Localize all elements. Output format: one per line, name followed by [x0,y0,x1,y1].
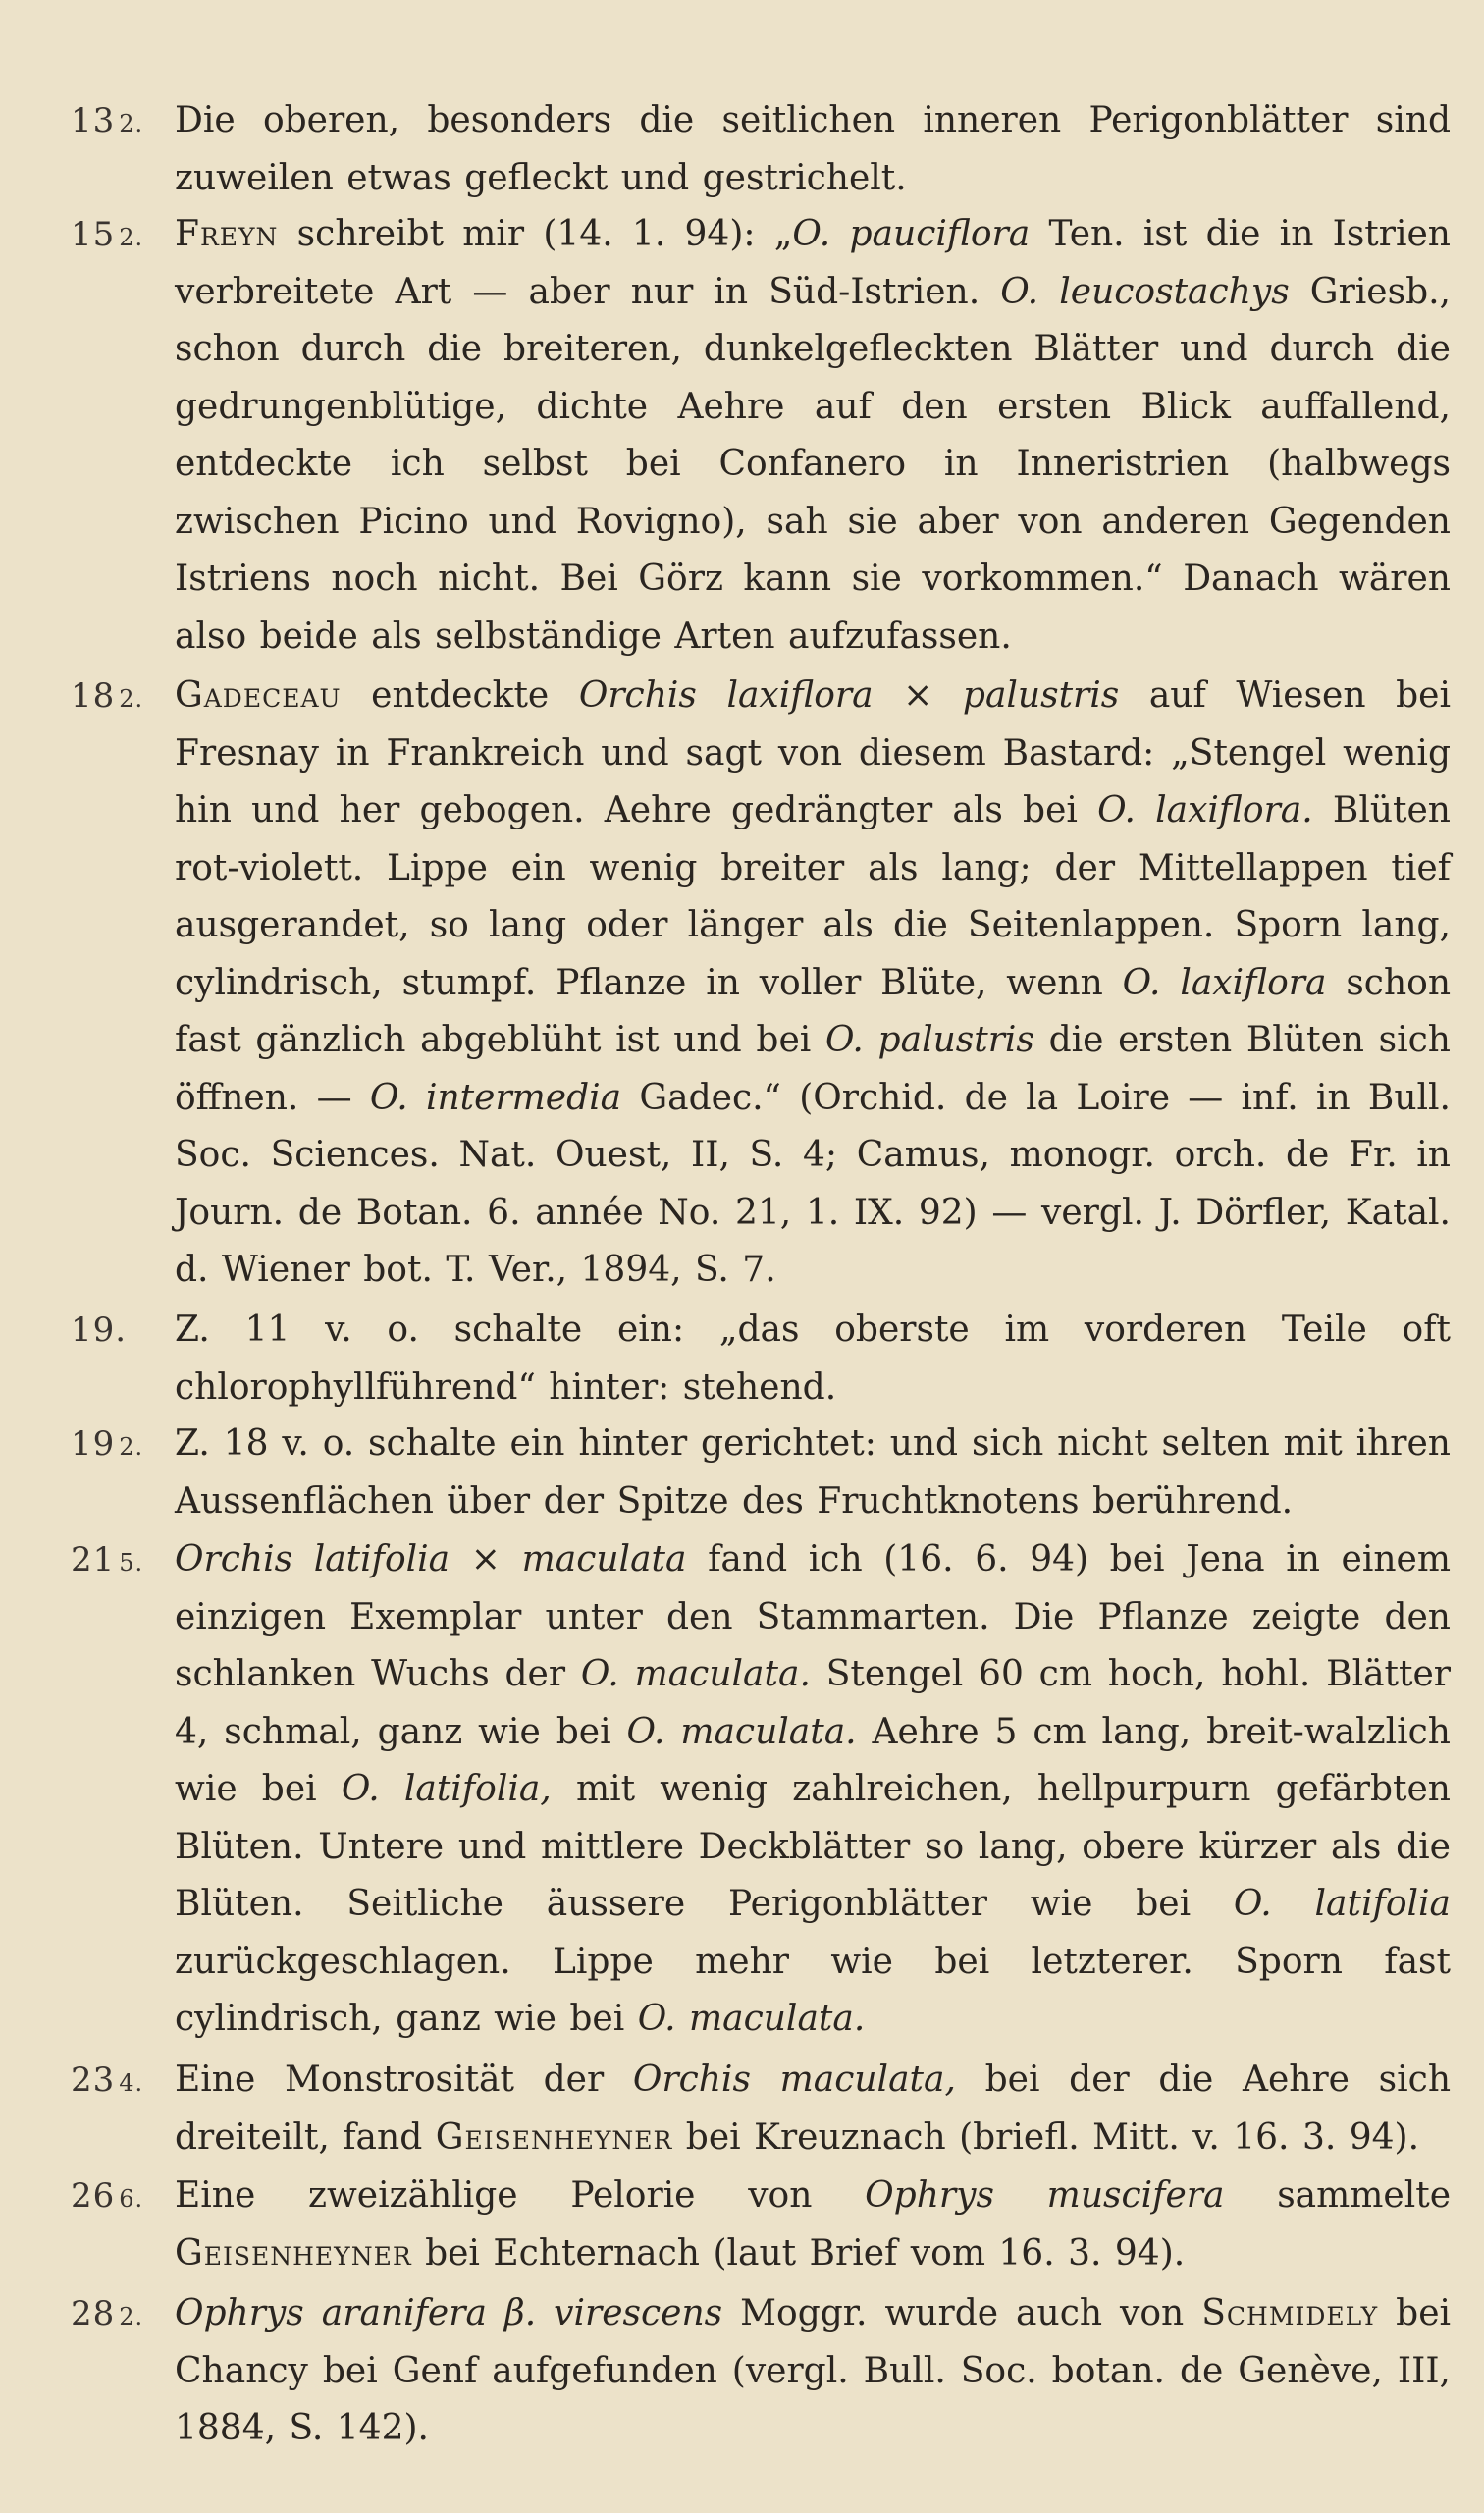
taxon-name: O. laxiflora. [1097,790,1313,830]
entry-text [175,206,1451,666]
taxon-name: O. leucostachys [1000,271,1290,312]
text-run: mit wenig zahlreichen, hellpurpurn gefärbten Blüten. Untere und mittlere Deckblätter so lang, obere kürzer als die Blüten. Seitliche äussere Perigonblätter wie bei [175,1769,1451,1924]
page-line-ref: 13 2. [71,101,144,140]
taxon-name: O. latifolia, [341,1769,552,1809]
text-run: Die oberen, besonders die seitlichen inneren Perigonblätter sind zuweilen etwas gefleckt und gestrichelt. [175,100,1451,198]
text-run: bei der die Aehre sich dreiteilt, fand [175,2059,1452,2158]
entry-text [175,2167,1451,2282]
entry-text [175,668,1451,1300]
text-run: Eine Monstrosität der [175,2059,633,2100]
taxon-name: Ophrys aranifera [175,2293,487,2333]
text-run: Griesb., schon durch die breiteren, dunkelgefleckten Blätter und durch die gedrungenblütige, dichte Aehre auf den ersten Blick auffallend, entdeckte ich selbst bei Confanero in Inneristrien (halbwegs zwischen Picino und Rovigno), sah sie aber von anderen Gegenden Istriens noch nicht. Bei Görz kann sie vorkommen.“ Danach wären also beide als selbständige Arten aufzufassen. [175,271,1451,657]
entry-text [175,2285,1451,2458]
taxon-name: Orchis latifolia [175,1539,450,1579]
text-run: zurückgeschlagen. Lippe mehr wie bei letzterer. Sporn fast cylindrisch, ganz wie bei [175,1941,1451,2039]
text-run: entdeckte [341,675,579,716]
taxon-name: O. palustris [825,1020,1034,1060]
text-run: Gadec.“ (Orchid. de la Loire — inf. in Bull. Soc. Sciences. Nat. Ouest, II, S. 4; Camus, monogr. orch. de Fr. in Journ. de Botan. 6. année No. 21, 1. IX. 92) — vergl. J. Dörfler, Katal. d. Wiener bot. T. Ver., 1894, S. 7. [175,1077,1451,1290]
taxon-name: β. virescens [504,2293,723,2333]
text-run: auf Wiesen bei Fresnay in Frankreich und sagt von diesem Bastard: „Stengel wenig hin und her gebogen. Aehre gedrängter als bei [175,675,1451,830]
taxon-name: O. intermedia [369,1077,622,1118]
text-run: × [450,1539,522,1579]
person-name: Schmidely [1201,2293,1379,2333]
person-name: Freyn [175,214,279,254]
text-run: schon fast gänzlich abgeblüht ist und bei [175,962,1451,1060]
taxon-name: O. pauciflora [792,214,1031,254]
page-line-ref: 19 2. [71,1424,144,1464]
text-run: Blüten rot-violett. Lippe ein wenig breiter als lang; der Mittellappen tief ausgerandet, so lang oder länger als die Seitenlappen. Sporn lang, cylindrisch, stumpf. Pflanze in voller Blüte, wenn [175,790,1451,1003]
entry-text [175,92,1451,207]
page-line-ref: 15 2. [71,215,144,254]
person-name: Gadeceau [175,675,342,716]
page-line-ref: 18 2. [71,676,144,716]
text-run: Z. 11 v. o. schalte ein: „das oberste im vorderen Teile oft chlorophyllführend“ hinter: stehend. [175,1310,1451,1408]
entry-text [175,1302,1451,1417]
text-run: bei Chancy bei Genf aufgefunden (vergl. Bull. Soc. botan. de Genève, III, 1884, S. 142). [175,2293,1452,2448]
page-line-ref: 26 6. [71,2176,144,2216]
page-line-ref: 28 2. [71,2294,144,2333]
text-run [487,2293,504,2333]
taxon-name: Ophrys muscifera [865,2175,1225,2216]
taxon-name: Orchis maculata, [632,2059,956,2100]
text-run: Aehre 5 cm lang, breit-walzlich wie bei [175,1711,1451,1809]
text-run: sammelte [1224,2175,1451,2216]
text-run: Eine zweizählige Pelorie von [175,2175,866,2216]
entry-text [175,1531,1451,2049]
text-run: Ten. ist die in Istrien verbreitete Art — aber nur in Süd-Istrien. [175,214,1451,312]
taxon-name: O. laxiflora [1122,962,1327,1003]
person-name: Geisenheyner [435,2116,673,2158]
text-run: bei Kreuznach (briefl. Mitt. v. 16. 3. 94). [672,2116,1420,2158]
taxon-name: palustris [962,675,1120,716]
taxon-name: O. maculata. [637,1999,866,2039]
page-line-ref: 23 4. [71,2060,144,2100]
page-line-ref: 21 5. [71,1540,144,1579]
taxon-name: maculata [521,1539,687,1579]
text-run: schreibt mir (14. 1. 94): „ [278,214,793,254]
page-line-ref: 19. [71,1310,128,1350]
entry-text [175,1416,1451,1530]
text-run: bei Echternach (laut Brief vom 16. 3. 94). [411,2232,1186,2273]
text-run: × [873,675,963,716]
taxon-name: O. maculata. [626,1711,857,1752]
text-run: Moggr. wurde auch von [722,2293,1202,2333]
text-run: die ersten Blüten sich öffnen. — [175,1020,1451,1118]
person-name: Geisenheyner [175,2232,412,2273]
taxon-name: O. latifolia [1233,1884,1451,1924]
text-run: fand ich (16. 6. 94) bei Jena in einem einzigen Exemplar unter den Stammarten. Die Pflanze zeigte den schlanken Wuchs der [175,1539,1451,1694]
text-run: Z. 18 v. o. schalte ein hinter gerichtet: und sich nicht selten mit ihren Aussenflächen über der Spitze des Fruchtknotens berührend. [175,1423,1451,1522]
entry-text [175,2052,1451,2166]
taxon-name: O. maculata. [580,1654,811,1694]
text-run: Stengel 60 cm hoch, hohl. Blätter 4, schmal, ganz wie bei [175,1654,1452,1752]
taxon-name: Orchis laxiflora [578,675,874,716]
